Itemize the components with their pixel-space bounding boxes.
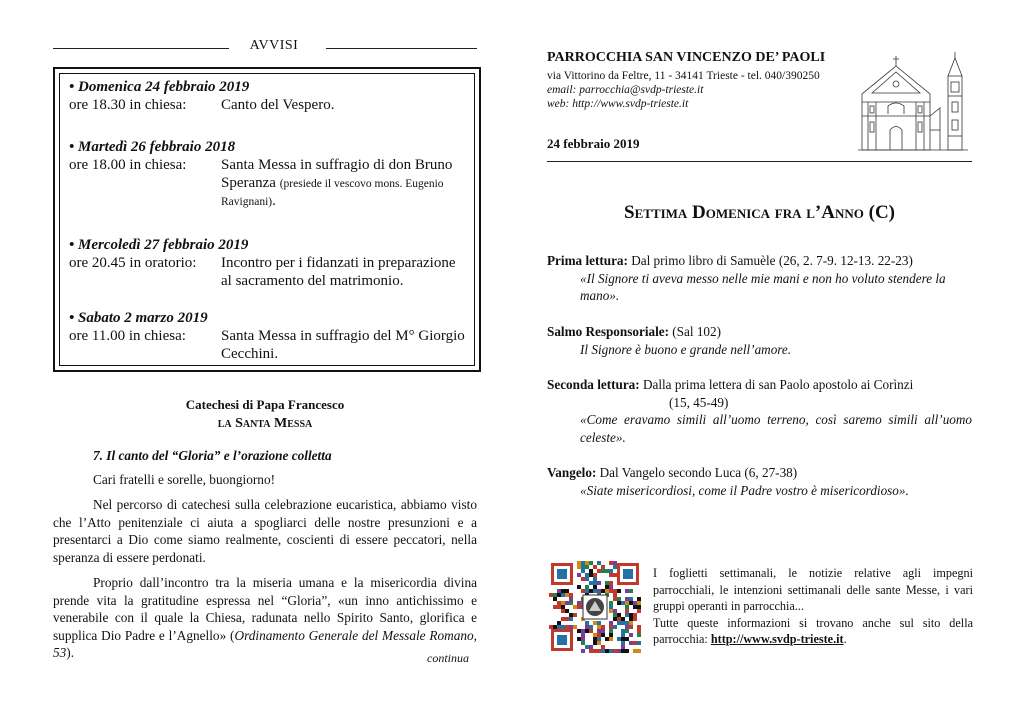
qr-module <box>613 573 617 577</box>
catechesi-title: Catechesi di Papa Francesco <box>185 397 345 412</box>
reading-label: Prima lettura: <box>547 253 628 268</box>
event-end: . <box>272 193 276 209</box>
qr-module <box>581 633 585 637</box>
qr-module <box>589 581 593 585</box>
qr-module <box>557 625 561 629</box>
liturgy-title: Settima Domenica fra l’Anno (C) <box>624 202 895 223</box>
qr-module <box>577 605 581 609</box>
qr-module <box>625 605 629 609</box>
qr-module <box>589 561 593 565</box>
qr-module <box>609 629 613 633</box>
qr-module <box>553 625 557 629</box>
qr-module <box>593 577 597 581</box>
qr-module <box>561 617 565 621</box>
qr-module <box>549 593 553 597</box>
parish-address: via Vittorino da Feltre, 11 - 34141 Trieste - tel. 040/390250 <box>547 70 820 82</box>
qr-module <box>609 649 613 653</box>
qr-module <box>633 605 637 609</box>
qr-module <box>617 613 621 617</box>
qr-module <box>625 625 629 629</box>
qr-module <box>621 633 625 637</box>
qr-module <box>561 609 565 613</box>
qr-module <box>613 561 617 565</box>
info-text: I foglietti settimanali, le notizie relative agli impegni parrocchiali, le intenzioni settimanali delle sante Messe, i vari gruppi operanti in parrocchia... Tutte queste informazioni si trovano anche sul sito della parrocchia: http://www.svdp-trieste.it. <box>653 566 973 646</box>
qr-module <box>577 601 581 605</box>
qr-module <box>601 625 605 629</box>
catechesi-paragraph-1: Nel percorso di catechesi sulla celebrazione eucaristica, abbiamo visto che l’Atto penitenziale ci aiuta a spogliarci delle nostre presunzioni e a presentarci a Dio come siamo realmente, coscienti di essere peccatori, nella speranza di essere perdonati. <box>53 497 477 565</box>
qr-module <box>609 585 613 589</box>
qr-module <box>613 613 617 617</box>
qr-module <box>593 581 597 585</box>
qr-module <box>585 585 589 589</box>
qr-module <box>625 609 629 613</box>
church-illustration <box>852 46 972 154</box>
qr-module <box>549 625 553 629</box>
qr-module <box>597 561 601 565</box>
qr-module <box>621 637 625 641</box>
qr-module <box>581 641 585 645</box>
qr-module <box>617 649 621 653</box>
reading-psalm <box>547 323 972 358</box>
qr-module <box>585 589 589 593</box>
reading-second <box>547 376 972 446</box>
qr-module <box>565 601 569 605</box>
qr-module <box>601 629 605 633</box>
event-date: • Martedì 26 febbraio 2018 <box>69 139 236 155</box>
qr-module <box>609 637 613 641</box>
qr-module <box>621 621 625 625</box>
qr-module <box>605 569 609 573</box>
event-2 <box>69 138 468 210</box>
qr-module <box>625 649 629 653</box>
qr-module <box>629 601 633 605</box>
qr-module <box>609 589 613 593</box>
reading-label: Seconda lettura: <box>547 377 640 392</box>
catechesi-greeting: Cari fratelli e sorelle, buongiorno! <box>93 472 276 487</box>
qr-module <box>605 637 609 641</box>
event-desc: Santa Messa in suffragio di don Bruno Speranza <box>221 157 453 191</box>
reading-first <box>547 252 972 305</box>
reading-text: Dalla prima lettera di san Paolo apostolo ai Corìnzi <box>639 377 914 392</box>
qr-module <box>617 617 621 621</box>
qr-module <box>617 597 621 601</box>
website-link[interactable]: http://www.svdp-trieste.it <box>710 632 844 646</box>
qr-module <box>633 649 637 653</box>
qr-module <box>637 649 641 653</box>
qr-module <box>629 613 633 617</box>
qr-module <box>609 601 613 605</box>
qr-module <box>561 605 565 609</box>
qr-module <box>601 649 605 653</box>
qr-module <box>589 629 593 633</box>
event-time: ore 11.00 in chiesa: <box>69 328 186 344</box>
qr-module <box>621 601 625 605</box>
qr-module <box>605 581 609 585</box>
qr-module <box>573 625 577 629</box>
reading-text: Dal primo libro di Samuèle (26, 2. 7-9. 12-13. 22-23) <box>627 253 913 268</box>
qr-module <box>589 625 593 629</box>
avvisi-box <box>53 67 481 372</box>
qr-module <box>557 621 561 625</box>
qr-module <box>625 621 629 625</box>
event-desc: Canto del Vespero. <box>221 97 335 113</box>
qr-module <box>569 625 573 629</box>
qr-module <box>609 561 613 565</box>
qr-code[interactable] <box>549 561 641 653</box>
qr-module <box>553 593 557 597</box>
qr-module <box>621 645 625 649</box>
qr-module <box>605 585 609 589</box>
event-1 <box>69 78 468 114</box>
qr-module <box>637 597 641 601</box>
qr-module <box>637 625 641 629</box>
qr-module <box>637 641 641 645</box>
qr-module <box>625 629 629 633</box>
qr-module <box>625 597 629 601</box>
qr-module <box>597 629 601 633</box>
qr-module <box>625 601 629 605</box>
qr-module <box>593 565 597 569</box>
reading-text: (Sal 102) <box>668 324 721 339</box>
qr-module <box>561 589 565 593</box>
qr-module <box>585 561 589 565</box>
parish-email: email: parrocchia@svdp-trieste.it <box>547 84 704 96</box>
qr-module <box>609 625 613 629</box>
qr-module <box>609 605 613 609</box>
qr-module <box>593 589 597 593</box>
qr-module <box>577 629 581 633</box>
qr-module <box>597 625 601 629</box>
qr-module <box>565 625 569 629</box>
qr-module <box>613 597 617 601</box>
qr-module <box>601 645 605 649</box>
qr-module <box>561 593 565 597</box>
header-divider <box>547 161 972 162</box>
qr-module <box>629 617 633 621</box>
qr-module <box>597 589 601 593</box>
qr-module <box>569 593 573 597</box>
event-desc: Incontro per i fidanzati in preparazione al sacramento del matrimonio. <box>221 255 456 289</box>
qr-module <box>613 565 617 569</box>
qr-module <box>621 641 625 645</box>
qr-module <box>581 561 585 565</box>
qr-module <box>577 565 581 569</box>
qr-module <box>597 649 601 653</box>
catechesi-paragraph-2: Proprio dall’incontro tra la miseria umana e la misericordia divina prende vita la gratitudine espressa nel “Gloria”, «un inno antichissimo e venerabile con il quale la Chiesa, radunata nello Spirito Santo, glorifica e supplica Dio Padre e l’Agnello» (Ordinamento Generale del Messale Romano, 53). <box>53 575 478 660</box>
qr-module <box>581 565 585 569</box>
qr-module <box>633 617 637 621</box>
qr-module <box>557 605 561 609</box>
qr-module <box>557 593 561 597</box>
event-time: ore 18.30 in chiesa: <box>69 97 187 113</box>
qr-module <box>637 633 641 637</box>
qr-module <box>585 621 589 625</box>
qr-module <box>621 649 625 653</box>
qr-module <box>581 637 585 641</box>
reading-quote: «Il Signore ti aveva messo nelle mie mani e non ho voluto stendere la mano». <box>580 270 946 303</box>
qr-module <box>589 645 593 649</box>
qr-module <box>557 601 561 605</box>
qr-module <box>585 625 589 629</box>
qr-module <box>577 573 581 577</box>
reading-label: Salmo Responsoriale: <box>547 324 669 339</box>
event-date: • Sabato 2 marzo 2019 <box>69 310 208 326</box>
qr-module <box>553 597 557 601</box>
qr-module <box>637 629 641 633</box>
qr-module <box>569 617 573 621</box>
qr-module <box>629 621 633 625</box>
event-desc: Santa Messa in suffragio del M° Giorgio Cecchini. <box>221 328 465 362</box>
qr-module <box>613 589 617 593</box>
reading-quote: «Siate misericordiosi, come il Padre vostro è misericordioso». <box>580 482 909 498</box>
qr-module <box>629 633 633 637</box>
qr-module <box>601 589 605 593</box>
qr-module <box>589 573 593 577</box>
qr-module <box>613 617 617 621</box>
reading-gospel <box>547 464 972 499</box>
qr-module <box>577 561 581 565</box>
qr-module <box>625 589 629 593</box>
qr-module <box>629 641 633 645</box>
avvisi-title: AVVISI <box>249 38 299 53</box>
qr-module <box>597 637 601 641</box>
qr-module <box>565 589 569 593</box>
qr-module <box>585 629 589 633</box>
catechesi-heading: 7. Il canto del “Gloria” e l’orazione colletta <box>93 448 332 463</box>
qr-module <box>609 621 613 625</box>
qr-module <box>593 573 597 577</box>
qr-module <box>569 613 573 617</box>
qr-module <box>581 649 585 653</box>
qr-module <box>597 621 601 625</box>
avvisi-rule-left <box>53 48 229 49</box>
qr-module <box>597 569 601 573</box>
qr-module <box>637 609 641 613</box>
qr-module <box>597 581 601 585</box>
qr-module <box>593 585 597 589</box>
qr-module <box>637 605 641 609</box>
qr-module <box>581 569 585 573</box>
avvisi-rule-right <box>326 48 477 49</box>
qr-module <box>621 629 625 633</box>
qr-module <box>625 637 629 641</box>
qr-module <box>617 589 621 593</box>
qr-module <box>565 609 569 613</box>
qr-module <box>609 573 613 577</box>
qr-module <box>633 601 637 605</box>
qr-module <box>605 589 609 593</box>
parish-name: PARROCCHIA SAN VINCENZO DE’ PAOLI <box>547 50 826 65</box>
qr-module <box>585 565 589 569</box>
qr-module <box>569 601 573 605</box>
reading-quote: Il Signore è buono e grande nell’amore. <box>580 341 792 357</box>
qr-module <box>633 613 637 617</box>
qr-module <box>617 601 621 605</box>
qr-module <box>585 645 589 649</box>
qr-module <box>629 597 633 601</box>
qr-module <box>613 593 617 597</box>
qr-module <box>577 637 581 641</box>
event-date: • Mercoledì 27 febbraio 2019 <box>69 237 249 253</box>
qr-module <box>637 601 641 605</box>
bulletin-date: 24 febbraio 2019 <box>547 136 640 151</box>
qr-module <box>621 617 625 621</box>
qr-module <box>585 577 589 581</box>
qr-module <box>593 621 597 625</box>
reading-ref: (15, 45-49) <box>669 394 729 410</box>
reading-label: Vangelo: <box>547 465 597 480</box>
qr-module <box>589 649 593 653</box>
qr-module <box>601 565 605 569</box>
qr-module <box>625 613 629 617</box>
qr-module <box>581 589 585 593</box>
qr-module <box>617 637 621 641</box>
qr-module <box>629 589 633 593</box>
qr-module <box>565 617 569 621</box>
event-note: (presiede il vescovo mons. Eugenio Ravignani) <box>221 178 444 208</box>
qr-module <box>613 649 617 653</box>
qr-module <box>593 637 597 641</box>
qr-module <box>601 633 605 637</box>
qr-module <box>629 625 633 629</box>
event-time: ore 20.45 in oratorio: <box>69 255 197 271</box>
reading-quote: «Come eravamo simili all’uomo terreno, così saremo simili all’uomo celeste». <box>580 412 972 445</box>
qr-module <box>561 625 565 629</box>
qr-module <box>553 605 557 609</box>
qr-module <box>597 641 601 645</box>
qr-module <box>601 569 605 573</box>
qr-module <box>557 589 561 593</box>
qr-module <box>613 625 617 629</box>
qr-module <box>609 569 613 573</box>
event-date: • Domenica 24 febbraio 2019 <box>69 79 250 95</box>
reading-text: Dal Vangelo secondo Luca (6, 27-38) <box>596 465 798 480</box>
qr-module <box>593 633 597 637</box>
qr-module <box>609 581 613 585</box>
qr-module <box>589 569 593 573</box>
qr-module <box>589 589 593 593</box>
event-3 <box>69 236 468 290</box>
event-4 <box>69 309 468 363</box>
qr-module <box>581 577 585 581</box>
qr-module <box>561 601 565 605</box>
qr-module <box>569 597 573 601</box>
qr-module <box>609 633 613 637</box>
qr-module <box>573 613 577 617</box>
catechesi-subtitle: la Santa Messa <box>217 416 313 431</box>
qr-module <box>577 585 581 589</box>
qr-module <box>593 641 597 645</box>
qr-module <box>573 605 577 609</box>
qr-module <box>565 593 569 597</box>
parish-web: web: http://www.svdp-trieste.it <box>547 98 689 110</box>
continua-label: continua <box>427 651 469 665</box>
qr-module <box>605 649 609 653</box>
qr-module <box>609 609 613 613</box>
qr-module <box>633 641 637 645</box>
qr-module <box>617 621 621 625</box>
event-time: ore 18.00 in chiesa: <box>69 157 187 173</box>
qr-module <box>593 649 597 653</box>
qr-module <box>581 629 585 633</box>
qr-module <box>613 609 617 613</box>
qr-module <box>585 573 589 577</box>
qr-module <box>597 633 601 637</box>
